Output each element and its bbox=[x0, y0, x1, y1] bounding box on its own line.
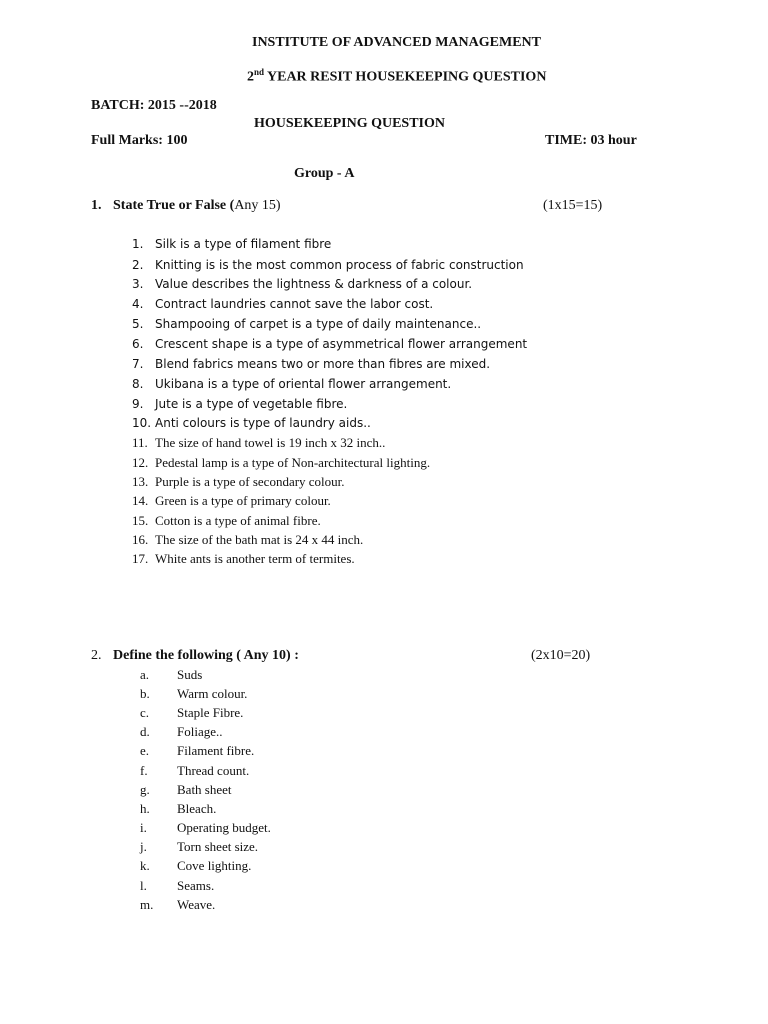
item-letter: e. bbox=[140, 743, 150, 758]
item-letter: f. bbox=[140, 763, 148, 778]
item-number: 1. bbox=[132, 237, 144, 251]
item-letter: m. bbox=[140, 897, 154, 912]
list-item bbox=[132, 493, 331, 509]
item-number: 6. bbox=[132, 337, 144, 351]
exam-title bbox=[247, 67, 546, 86]
item-letter: j. bbox=[140, 839, 147, 854]
item-number: 4. bbox=[132, 297, 144, 311]
q1-marks: (1x15=15) bbox=[543, 198, 603, 213]
time-allowed: TIME: 03 hour bbox=[545, 133, 637, 148]
list-item bbox=[132, 551, 355, 567]
list-item bbox=[132, 258, 524, 272]
item-number: 3. bbox=[132, 277, 144, 291]
item-text: Weave. bbox=[177, 897, 216, 912]
list-item bbox=[132, 357, 490, 371]
item-text: Purple is a type of secondary colour. bbox=[155, 474, 345, 489]
item-letter: i. bbox=[140, 820, 147, 835]
item-text: Knitting is is the most common process of fabric construction bbox=[155, 258, 524, 272]
list-item bbox=[140, 801, 216, 817]
item-text: Jute is a type of vegetable fibre. bbox=[155, 397, 348, 411]
item-text: Foliage.. bbox=[177, 724, 223, 739]
item-text: Suds bbox=[177, 667, 203, 682]
item-number: 9. bbox=[132, 397, 144, 411]
list-item bbox=[140, 743, 254, 759]
item-text: Silk is a type of filament fibre bbox=[155, 237, 332, 251]
list-item bbox=[140, 724, 223, 740]
list-item bbox=[140, 763, 249, 779]
item-text: Filament fibre. bbox=[177, 743, 255, 758]
item-text: The size of hand towel is 19 inch x 32 inch.. bbox=[155, 435, 386, 450]
item-text: Contract laundries cannot save the labor cost. bbox=[155, 297, 434, 311]
exam-title-rest: YEAR RESIT HOUSEKEEPING QUESTION bbox=[267, 69, 547, 85]
item-text: Seams. bbox=[177, 878, 215, 893]
list-item bbox=[132, 377, 451, 391]
item-number: 2. bbox=[132, 258, 144, 272]
list-item bbox=[132, 277, 472, 291]
item-letter: l. bbox=[140, 878, 147, 893]
list-item bbox=[132, 513, 321, 529]
item-text: Warm colour. bbox=[177, 686, 248, 701]
q1-prompt-bold: State True or False ( bbox=[113, 198, 235, 213]
list-item bbox=[140, 858, 251, 874]
item-number: 15. bbox=[132, 513, 149, 528]
item-number: 17. bbox=[132, 551, 149, 566]
item-letter: k. bbox=[140, 858, 150, 873]
list-item bbox=[132, 416, 371, 430]
item-letter: c. bbox=[140, 705, 150, 720]
list-item bbox=[132, 297, 433, 311]
item-text: Bath sheet bbox=[177, 782, 232, 797]
item-text: Operating budget. bbox=[177, 820, 271, 835]
item-letter: g. bbox=[140, 782, 150, 797]
institute-title: INSTITUTE OF ADVANCED MANAGEMENT bbox=[252, 35, 541, 50]
item-text: Crescent shape is a type of asymmetrical flower arrangement bbox=[155, 337, 528, 351]
batch-label: BATCH: 2015 --2018 bbox=[91, 98, 217, 113]
item-number: 10. bbox=[132, 416, 152, 430]
q2-marks: (2x10=20) bbox=[531, 648, 591, 663]
list-item bbox=[140, 782, 232, 798]
subject-title: HOUSEKEEPING QUESTION bbox=[254, 116, 445, 131]
list-item bbox=[132, 474, 345, 490]
q2-number: 2. bbox=[91, 648, 102, 663]
item-text: Shampooing of carpet is a type of daily maintenance.. bbox=[155, 317, 482, 331]
list-item bbox=[140, 897, 215, 913]
item-letter: a. bbox=[140, 667, 150, 682]
item-text: Pedestal lamp is a type of Non-architectural lighting. bbox=[155, 455, 431, 470]
list-item bbox=[132, 317, 481, 331]
item-text: Ukibana is a type of oriental flower arrangement. bbox=[155, 377, 452, 391]
list-item bbox=[132, 455, 430, 471]
item-text: The size of the bath mat is 24 x 44 inch. bbox=[155, 532, 364, 547]
list-item bbox=[140, 839, 258, 855]
list-item bbox=[140, 686, 247, 702]
item-number: 16. bbox=[132, 532, 149, 547]
list-item bbox=[132, 237, 331, 251]
list-item bbox=[132, 532, 363, 548]
item-letter: b. bbox=[140, 686, 150, 701]
item-number: 14. bbox=[132, 493, 149, 508]
item-number: 11. bbox=[132, 435, 148, 450]
item-text: Green is a type of primary colour. bbox=[155, 493, 331, 508]
q1-prompt bbox=[113, 198, 281, 214]
item-text: Cove lighting. bbox=[177, 858, 252, 873]
list-item bbox=[132, 397, 347, 411]
item-text: Staple Fibre. bbox=[177, 705, 244, 720]
item-text: Anti colours is type of laundry aids.. bbox=[155, 416, 371, 430]
list-item bbox=[132, 337, 527, 351]
q1-number: 1. bbox=[91, 198, 102, 213]
year-number: 2 bbox=[247, 69, 254, 85]
item-text: Torn sheet size. bbox=[177, 839, 259, 854]
item-text: Value describes the lightness & darkness of a colour. bbox=[155, 277, 473, 291]
q2-prompt: Define the following ( Any 10) : bbox=[113, 648, 299, 663]
item-number: 5. bbox=[132, 317, 144, 331]
item-text: Cotton is a type of animal fibre. bbox=[155, 513, 321, 528]
list-item bbox=[140, 878, 214, 894]
item-number: 7. bbox=[132, 357, 144, 371]
group-label: Group - A bbox=[294, 166, 355, 181]
list-item bbox=[140, 705, 243, 721]
item-number: 8. bbox=[132, 377, 144, 391]
full-marks: Full Marks: 100 bbox=[91, 133, 188, 148]
item-text: Thread count. bbox=[177, 763, 250, 778]
year-superscript: nd bbox=[254, 67, 265, 77]
item-letter: h. bbox=[140, 801, 150, 816]
item-letter: d. bbox=[140, 724, 150, 739]
item-number: 13. bbox=[132, 474, 149, 489]
item-text: Bleach. bbox=[177, 801, 217, 816]
list-item bbox=[140, 820, 271, 836]
list-item bbox=[140, 667, 202, 683]
item-number: 12. bbox=[132, 455, 149, 470]
item-text: Blend fabrics means two or more than fibres are mixed. bbox=[155, 357, 491, 371]
item-text: White ants is another term of termites. bbox=[155, 551, 355, 566]
q1-prompt-tail: Any 15) bbox=[234, 198, 281, 213]
list-item bbox=[132, 435, 385, 451]
